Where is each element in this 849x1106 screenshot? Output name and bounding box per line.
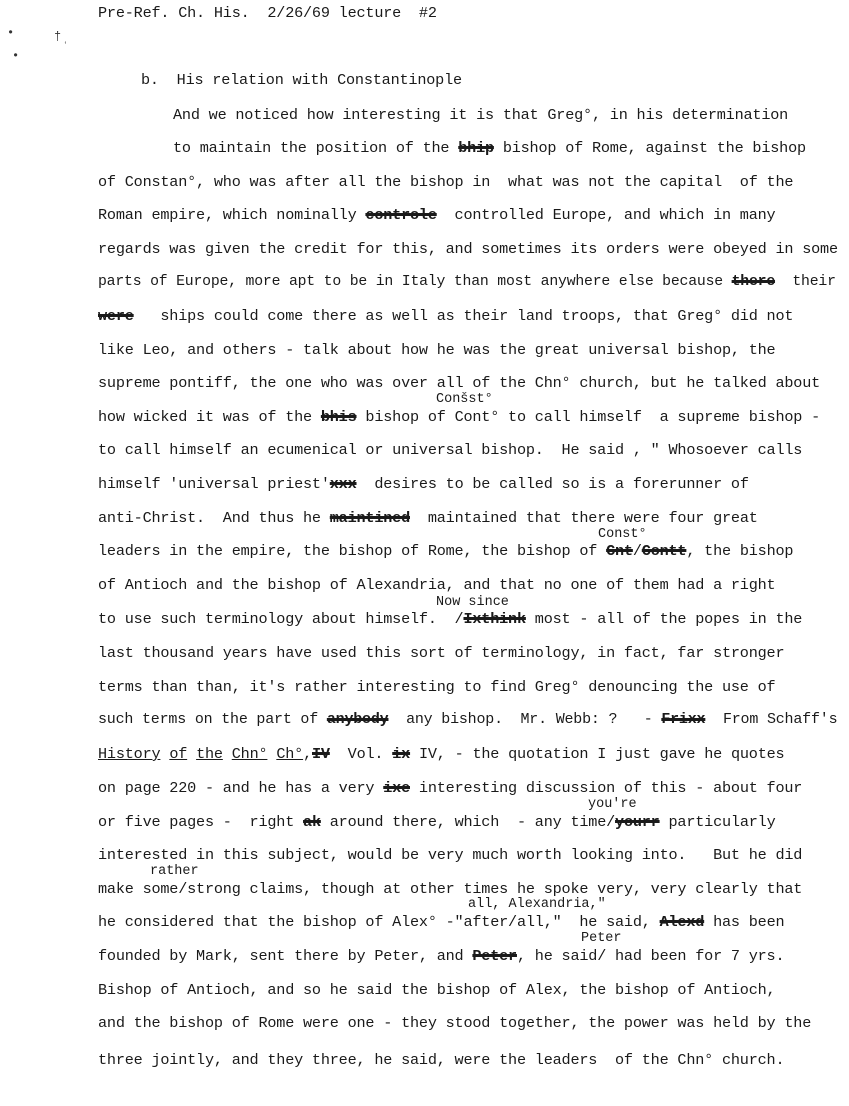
text-line: Roman empire, which nominally controle controlled Europe, and which in many — [98, 206, 776, 224]
text-line: like Leo, and others - talk about how he was the great universal bishop, the — [98, 341, 776, 359]
struck-word: Ixthink — [463, 610, 526, 628]
struck-word: controle — [365, 206, 437, 224]
text-line: on page 220 - and he has a very ixe interesting discussion of this - about four — [98, 779, 803, 797]
margin-mark: • — [12, 49, 20, 63]
struck-word: ixe — [383, 779, 410, 797]
section-heading: b. His relation with Constantinople — [141, 71, 462, 89]
margin-mark: † — [54, 30, 62, 44]
struck-word: xxx — [329, 475, 357, 493]
text-line: to call himself an ecumenical or universal bishop. He said , " Whosoever calls — [98, 441, 803, 459]
text-line: such terms on the part of anybody any bishop. Mr. Webb: ? - Frixx From Schaff's — [98, 711, 838, 728]
struck-word: Frixx — [661, 711, 706, 728]
handwritten-insertion: rather — [150, 864, 199, 879]
text-line: himself 'universal priest'xxx desires to be called so is a forerunner of — [98, 475, 749, 493]
handwritten-insertion: Now since — [436, 595, 509, 610]
text-line: he considered that the bishop of Alex° -"after/all," he said, Alexd has been — [98, 913, 785, 931]
text-line: leaders in the empire, the bishop of Rome, the bishop of Cnt/Contt, the bishop — [98, 542, 794, 560]
text-line: History of the Chn° Ch°,IV Vol. ix IV, - the quotation I just gave he quotes — [98, 745, 785, 763]
text-line: make some/strong claims, though at other times he spoke very, very clearly that — [98, 880, 803, 898]
struck-word: yourr — [615, 813, 660, 831]
text-line: supreme pontiff, the one who was over all of the Chn° church, but he talked about — [98, 374, 821, 392]
struck-word: were — [98, 307, 134, 325]
struck-word: there — [731, 274, 776, 290]
handwritten-insertion: all, Alexandria," — [468, 897, 606, 912]
text-line: founded by Mark, sent there by Peter, and Peter, he said/ had been for 7 yrs. — [98, 947, 785, 965]
text-line: to use such terminology about himself. /Ixthink most - all of the popes in the — [98, 610, 803, 628]
struck-word: ix — [392, 745, 411, 763]
text-line: of Antioch and the bishop of Alexandria, and that no one of them had a right — [98, 576, 776, 594]
text-line: last thousand years have used this sort of terminology, in fact, far stronger — [98, 644, 785, 662]
page-header: Pre-Ref. Ch. His. 2/26/69 lecture #2 — [98, 4, 437, 22]
struck-word: anybody — [326, 711, 389, 728]
text-line: parts of Europe, more apt to be in Italy than most anywhere else because there their — [98, 274, 836, 290]
text-line: Bishop of Antioch, and so he said the bishop of Alex, the bishop of Antioch, — [98, 981, 776, 999]
text-line: and the bishop of Rome were one - they stood together, the power was held by the — [98, 1014, 812, 1032]
text-line: of Constan°, who was after all the bishop in what was not the capital of the — [98, 173, 794, 191]
struck-word: Contt — [641, 542, 687, 560]
struck-word: Cnt — [606, 542, 633, 560]
handwritten-insertion: you're — [588, 797, 637, 812]
struck-word: ak — [303, 813, 321, 831]
struck-word: IV — [312, 745, 330, 763]
text-line: how wicked it was of the bhis bishop of Cont° to call himself a supreme bishop - — [98, 408, 821, 426]
handwritten-insertion: Const° — [598, 527, 647, 542]
struck-word: Peter — [472, 947, 517, 965]
text-line: were ships could come there as well as their land troops, that Greg° did not — [98, 307, 794, 325]
margin-mark: ʿ — [62, 40, 70, 54]
text-line: anti-Christ. And thus he maintined maintained that there were four great — [98, 509, 758, 527]
struck-word: bhip — [458, 139, 494, 157]
text-line: regards was given the credit for this, and sometimes its orders were obeyed in some — [98, 240, 838, 258]
margin-mark: • — [7, 26, 15, 40]
struck-word: bhis — [320, 408, 357, 426]
struck-word: Alexd — [659, 913, 705, 931]
text-line: or five pages - right ak around there, which - any time/yourr particularly — [98, 813, 776, 831]
handwritten-insertion: Conšst° — [436, 392, 493, 407]
text-line: three jointly, and they three, he said, were the leaders of the Chn° church. — [98, 1051, 785, 1069]
text-line: And we noticed how interesting it is that Greg°, in his determination — [173, 106, 789, 124]
struck-word: maintined — [329, 509, 410, 527]
handwritten-insertion: Peter — [581, 931, 622, 946]
text-line: terms than than, it's rather interesting to find Greg° denouncing the use of — [98, 678, 776, 696]
text-line: interested in this subject, would be very much worth looking into. But he did — [98, 846, 803, 864]
text-line: to maintain the position of the bhip bishop of Rome, against the bishop — [173, 139, 806, 157]
